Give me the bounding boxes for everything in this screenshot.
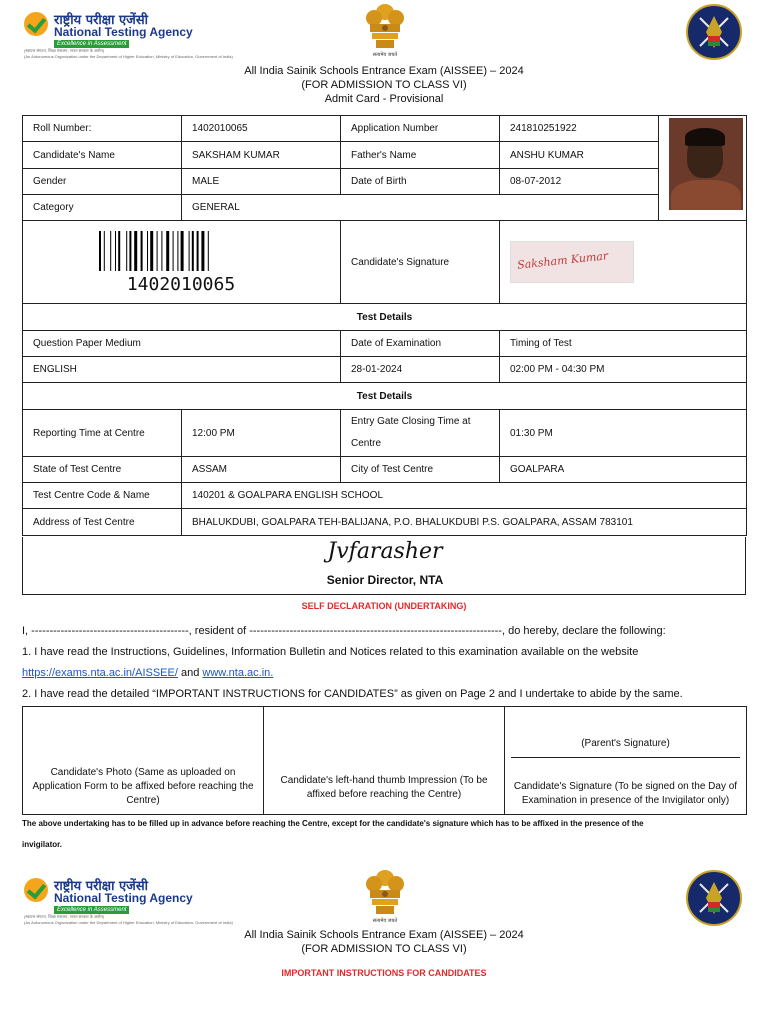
signature-box (505, 707, 747, 815)
state-value: ASSAM (182, 457, 341, 483)
state-label: State of Test Centre (23, 457, 182, 483)
medium-label: Question Paper Medium (23, 331, 341, 357)
address-value: BHALUKDUBI, GOALPARA TEH-BALIJANA, P.O. BHALUKDUBI P.S. GOALPARA, ASSAM 783101 (182, 509, 747, 536)
and-text: and (177, 667, 203, 679)
sainik-school-logo-2 (686, 870, 742, 926)
nta-hindi-name-2: राष्ट्रीय परीक्षा एजेंसी (54, 879, 148, 894)
category-label: Category (23, 195, 182, 221)
lion-capital-icon (362, 868, 408, 918)
emblem-motto-2: सत्यमेव जयते (372, 918, 398, 924)
barcode-bar (197, 231, 199, 271)
nta-name-2: National Testing Agency (54, 891, 193, 905)
undertaking-table (22, 706, 747, 815)
nta-fine-print-hindi-2: (स्वायत्त संगठन, शिक्षा मंत्रालय, भारत सरकार के अधीन) (24, 914, 105, 919)
photo-box: Candidate's Photo (Same as uploaded on Application Form to be affixed before reaching the Centre) (23, 707, 264, 815)
parent-signature-line (511, 757, 740, 758)
nta-tagline: Excellence in Assessment (54, 40, 129, 48)
nta-tagline-2: Excellence in Assessment (54, 906, 129, 914)
centre-code-value: 140201 & GOALPARA ENGLISH SCHOOL (182, 483, 747, 509)
barcode-bar (126, 231, 127, 271)
barcode-bar (110, 231, 111, 271)
crossed-swords-icon (688, 872, 740, 924)
barcode-bar (189, 231, 190, 271)
declaration-line-3: 2. I have read the detailed “IMPORTANT INSTRUCTIONS for CANDIDATES” as given on Page 2 and I undertake to abide by the same. (22, 688, 683, 700)
sainik-school-logo (686, 4, 742, 60)
father-name-value: ANSHU KUMAR (500, 142, 659, 169)
admit-card-type: Admit Card - Provisional (324, 93, 444, 105)
candidate-name-label: Candidate's Name (23, 142, 182, 169)
check-icon (24, 878, 48, 902)
application-number-label: Application Number (341, 116, 500, 142)
admission-class-2: (FOR ADMISSION TO CLASS VI) (301, 943, 467, 955)
undertaking-note: The above undertaking has to be filled up in advance before reaching the Centre, except for the candidate's signature which has to be affixed in the presence of the (22, 819, 644, 828)
barcode-bar (141, 231, 143, 271)
reporting-time-value: 12:00 PM (182, 410, 341, 457)
signature-label: Candidate's Signature (341, 221, 500, 304)
medium-value: ENGLISH (23, 357, 341, 383)
declaration-line-1: I, -------------------------------------------, resident of ---------------------------------------------------------------------, do hereby, declare the following: (22, 625, 666, 637)
barcode-bar (134, 231, 137, 271)
nta-fine-print-hindi: (स्वायत्त संगठन, शिक्षा मंत्रालय, भारत सरकार के अधीन) (24, 48, 105, 53)
aissee-link[interactable]: https://exams.nta.ac.in/AISSEE/ (22, 667, 178, 679)
nta-name: National Testing Agency (54, 25, 193, 39)
barcode-bar (147, 231, 148, 271)
candidate-name-value: SAKSHAM KUMAR (182, 142, 341, 169)
gender-label: Gender (23, 169, 182, 195)
nta-logo-2 (24, 876, 233, 925)
test-details-title: Test Details (23, 304, 747, 331)
gender-value: MALE (182, 169, 341, 195)
barcode-cell (23, 221, 341, 304)
barcode-bar (177, 231, 178, 271)
category-value: GENERAL (182, 195, 659, 221)
barcode (99, 231, 271, 271)
check-icon (24, 12, 48, 36)
page-header (0, 0, 768, 105)
thumb-impression-box: Candidate's left-hand thumb Impression (To be affixed before reaching the Centre) (264, 707, 505, 815)
candidate-photo (669, 118, 743, 210)
candidate-signature-label: Candidate's Signature (To be signed on the Day of Examination in presence of the Invigilator only) (513, 781, 738, 806)
signature-text: Saksham Kumar (516, 249, 609, 272)
city-value: GOALPARA (500, 457, 747, 483)
barcode-bar (104, 231, 105, 271)
application-number-value: 241810251922 (500, 116, 659, 142)
signature-cell (500, 221, 747, 304)
barcode-bar (99, 231, 101, 271)
dob-value: 08-07-2012 (500, 169, 659, 195)
roll-number-label: Roll Number: (23, 116, 182, 142)
declaration-line-2: 1. I have read the Instructions, Guidelines, Information Bulletin and Notices related to this examination available on the website (22, 646, 639, 658)
director-signature-block (22, 537, 746, 595)
barcode-bar (150, 231, 153, 271)
barcode-bar (161, 231, 162, 271)
dob-label: Date of Birth (341, 169, 500, 195)
nta-fine-print-2: (An Autonomous Organization under the Department of Higher Education, Ministry of Education, Government of India) (24, 920, 233, 925)
exam-date-label: Date of Examination (341, 331, 500, 357)
nta-fine-print: (An Autonomous Organization under the Department of Higher Education, Ministry of Education, Government of India) (24, 54, 233, 59)
parent-signature-label: (Parent's Signature) (581, 738, 670, 749)
exam-title-2: All India Sainik Schools Entrance Exam (AISSEE) – 2024 (244, 929, 524, 941)
national-emblem (362, 2, 408, 62)
nta-hindi-name: राष्ट्रीय परीक्षा एजेंसी (54, 13, 148, 28)
barcode-bar (173, 231, 174, 271)
barcode-bar (118, 231, 120, 271)
self-declaration-title: SELF DECLARATION (UNDERTAKING) (301, 601, 467, 611)
address-label: Address of Test Centre (23, 509, 182, 536)
barcode-bar (166, 231, 169, 271)
timing-value: 02:00 PM - 04:30 PM (500, 357, 747, 383)
admission-class: (FOR ADMISSION TO CLASS VI) (301, 79, 467, 91)
declaration-links (22, 667, 273, 679)
exam-date-value: 28-01-2024 (341, 357, 500, 383)
national-emblem-2 (362, 868, 408, 928)
director-signature: Jvfarasher (327, 539, 443, 564)
city-label: City of Test Centre (341, 457, 500, 483)
important-instructions-title: IMPORTANT INSTRUCTIONS FOR CANDIDATES (281, 968, 487, 978)
timing-label: Timing of Test (500, 331, 747, 357)
centre-code-label: Test Centre Code & Name (23, 483, 182, 509)
gate-closing-label: Entry Gate Closing Time at Centre (341, 410, 500, 457)
barcode-bar (157, 231, 158, 271)
barcode-bar (181, 231, 184, 271)
barcode-number: 1402010065 (126, 274, 236, 295)
undertaking-note-2: invigilator. (22, 840, 63, 849)
nta-logo (24, 10, 233, 59)
barcode-bar (208, 231, 209, 271)
crossed-swords-icon (688, 6, 740, 58)
director-title: Senior Director, NTA (326, 573, 444, 587)
nta-link[interactable]: www.nta.ac.in. (202, 667, 274, 679)
barcode-bar (115, 231, 116, 271)
barcode-bar (129, 231, 131, 271)
roll-number-value: 1402010065 (182, 116, 341, 142)
candidate-details-table (22, 115, 747, 536)
test-details-title-2: Test Details (23, 383, 747, 410)
barcode-bar (201, 231, 204, 271)
gate-closing-value: 01:30 PM (500, 410, 747, 457)
emblem-motto: सत्यमेव जयते (372, 52, 398, 58)
candidate-signature (510, 241, 634, 283)
reporting-time-label: Reporting Time at Centre (23, 410, 182, 457)
page2-header (0, 866, 768, 966)
lion-capital-icon (362, 2, 408, 52)
father-name-label: Father's Name (341, 142, 500, 169)
exam-title: All India Sainik Schools Entrance Exam (AISSEE) – 2024 (244, 65, 524, 77)
barcode-bar (192, 231, 194, 271)
